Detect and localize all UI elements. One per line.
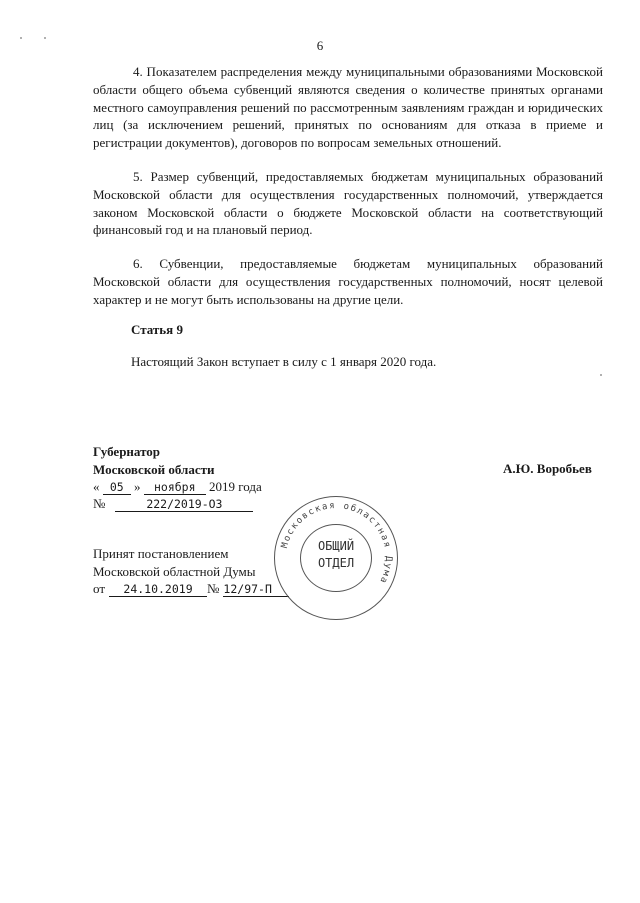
- adoption-from-label: от: [93, 581, 106, 596]
- signing-month: ноября: [144, 480, 206, 495]
- scan-speck: [600, 374, 602, 376]
- stamp-center-line2: ОТДЕЛ: [317, 556, 355, 570]
- article-text: Настоящий Закон вступает в силу с 1 января 2020 года.: [131, 354, 437, 369]
- official-stamp: [274, 496, 398, 620]
- adoption-number: 12/97-П: [223, 582, 289, 597]
- scan-speck: [20, 37, 22, 39]
- law-number: 222/2019-ОЗ: [115, 497, 253, 512]
- stamp-ring-label: Московская областная Дума: [279, 500, 394, 586]
- adoption-line2: Московской областной Думы: [93, 564, 256, 579]
- law-number-line: [93, 496, 253, 512]
- article-title: Статья 9: [131, 322, 183, 337]
- governor-title-line2: Московской области: [93, 462, 215, 477]
- signing-date-line: [93, 479, 262, 495]
- paragraph-4: 4. Показателем распределения между муниципальными образованиями Московской области общего объема субвенций являются сведения о количестве принятых органами местного самоуправления решений по рассмотренным заявлениям граждан и юридических лиц (за исключением решений, принятых по основаниям для отказа в приеме и регистрации документов), договоров по вопросам земельных отношений.: [93, 64, 603, 151]
- adoption-number-label: №: [207, 581, 220, 596]
- governor-title-line1: Губернатор: [93, 444, 161, 459]
- signing-year: 2019 года: [209, 479, 262, 494]
- governor-title: [93, 443, 215, 479]
- adoption-date: 24.10.2019: [109, 582, 207, 597]
- scan-speck: [44, 37, 46, 39]
- paragraph-5: 5. Размер субвенций, предоставляемых бюджетам муниципальных образований Московской области для осуществления государственных полномочий, утверждается законом Московской области о бюджете Московской области на соответствующий финансовый год и на плановый период.: [93, 169, 603, 238]
- governor-name: А.Ю. Воробьев: [503, 461, 592, 476]
- adoption-block: [93, 545, 256, 581]
- paragraph-6: 6. Субвенции, предоставляемые бюджетам муниципальных образований Московской области для осуществления государственных полномочий, носят целевой характер и не могут быть использованы на другие цели.: [93, 256, 603, 307]
- signing-day: 05: [103, 480, 131, 495]
- quote-open: «: [93, 479, 100, 494]
- page-number: 6: [316, 38, 324, 53]
- law-number-label: №: [93, 496, 106, 511]
- adoption-line1: Принят постановлением: [93, 546, 229, 561]
- quote-close: »: [134, 479, 141, 494]
- stamp-center-line1: ОБЩИЙ: [317, 539, 355, 553]
- adoption-date-line: [93, 581, 289, 597]
